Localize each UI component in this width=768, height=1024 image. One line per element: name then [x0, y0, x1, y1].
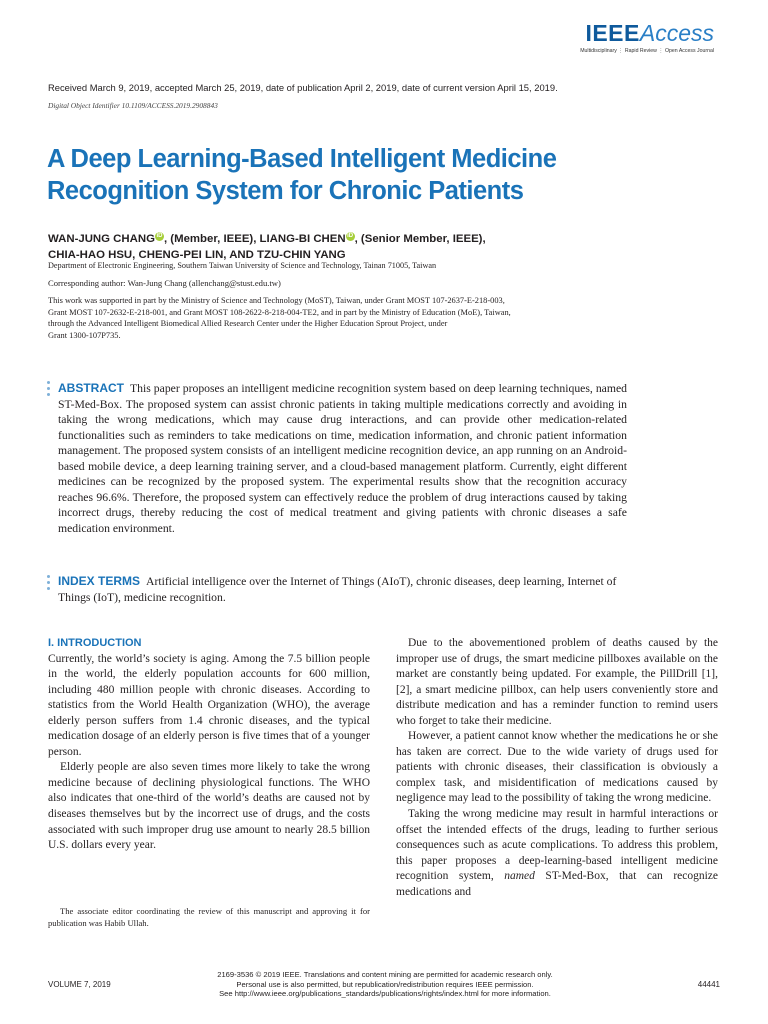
paragraph: Due to the abovementioned problem of deaths caused by the improper use of drugs, the smart medicine pillboxes available on the market are constantly being updated. For example, the PillDrill [1], [2], a smart medicine pillbox, can help users conveniently store and distribute medication and has a reminder function to remind users who forget to take their medicine. — [396, 637, 718, 727]
italic-word: named — [504, 870, 535, 883]
author-affil-text: , (Member, IEEE), LIANG-BI CHEN — [163, 233, 346, 245]
funding-line: Grant MOST 107-2632-E-218-001, and Grant MOST 108-2622-8-218-004-TE2, and in part by the Ministry of Education (MoE), Taiwan, — [48, 307, 511, 317]
logo-ieee-text: IEEE — [585, 20, 640, 46]
left-column — [48, 636, 370, 854]
orcid-icon[interactable]: iD — [347, 233, 354, 240]
author-list — [48, 231, 698, 263]
abstract-label: ABSTRACT — [58, 381, 124, 395]
index-terms-marker-icon — [47, 575, 51, 593]
copyright-line: 2169-3536 © 2019 IEEE. Translations and content mining are permitted for academic research only. — [217, 970, 553, 979]
footnote-text: The associate editor coordinating the review of this manuscript and approving it for publication was Habib Ullah. — [48, 906, 370, 928]
received-dates: Received March 9, 2019, accepted March 25, 2019, date of publication April 2, 2019, date of current version April 15, 2019. — [48, 82, 558, 93]
title-line-1: A Deep Learning-Based Intelligent Medicine — [47, 145, 557, 173]
affiliation: Department of Electronic Engineering, Southern Taiwan University of Science and Technology, Tainan 71005, Taiwan — [48, 261, 437, 270]
paragraph-text: Taking the wrong medicine may result in harmful interactions or offset the intended effects of the drugs, leading to further serious consequences such as acute complications. To address this problem, this paper proposes a deep-learning-based intelligent medicine recognition system, — [396, 808, 718, 883]
author-name: WAN-JUNG CHANG — [48, 233, 155, 245]
paper-title — [47, 143, 667, 207]
funding-line: through the Advanced Intelligent Biomedical Allied Research Center under the Higher Education Sprout Project, under — [48, 319, 448, 328]
logo-access-text: Access — [639, 20, 714, 46]
orcid-icon[interactable]: iD — [156, 233, 163, 240]
paragraph — [396, 807, 718, 900]
section-heading-introduction: I. INTRODUCTION — [48, 637, 142, 649]
logo-tagline: Multidisciplinary ⋮ Rapid Review ⋮ Open Access Journal — [580, 48, 714, 54]
paragraph: Elderly people are also seven times more likely to take the wrong medicine because of declining physiological functions. The WHO also indicates that one-third of the world’s deaths are caused not by diseases themselves but by the incorrect use of drugs, and the costs associated with such improper drug use amount to nearly 28.5 billion U.S. dollars every year. — [48, 761, 370, 852]
abstract-text: This paper proposes an intelligent medicine recognition system based on deep learning techniques, named ST-Med-Box. The proposed system can assist chronic patients in taking multiple medications correctly and avoiding in taking the wrong medications, which may cause drug interactions, and can provide other medication-related functionalities such as reminders to take medications on time, medication information, and chronic patient information management. The proposed system consists of an intelligent medicine recognition device, an app running on an Android-based mobile device, a deep learning training server, and a cloud-based management platform. Currently, eight different medicines can be recognized by the proposed system. The experimental results show that the recognition accuracy reaches 96.6%. Therefore, the proposed system can effectively reduce the problem of drug interactions caused by taking incorrect drugs, thereby reducing the cost of medical treatment and giving patients with chronic diseases a safe medication environment. — [58, 382, 627, 535]
copyright-line: See http://www.ieee.org/publications_standards/publications/rights/index.html for more information. — [219, 989, 551, 999]
abstract — [58, 381, 627, 536]
page-number: 44441 — [697, 980, 720, 989]
abstract-marker-icon — [47, 381, 51, 399]
author-line-2: CHIA-HAO HSU, CHENG-PEI LIN, AND TZU-CHIN YANG — [48, 249, 346, 261]
author-line-1 — [48, 231, 698, 247]
title-line-2: Recognition System for Chronic Patients — [47, 177, 524, 205]
editor-footnote — [48, 906, 370, 929]
paragraph-text: ST-Med-Box, that can recognize medications and — [396, 870, 719, 898]
right-column — [396, 636, 718, 900]
index-terms — [58, 574, 627, 605]
copyright-line: Personal use is also permitted, but republication/redistribution requires IEEE permission. — [236, 979, 534, 989]
volume-label: VOLUME 7, 2019 — [48, 980, 111, 989]
corresponding-author: Corresponding author: Wan-Jung Chang (allenchang@stust.edu.tw) — [48, 278, 281, 288]
funding-line: This work was supported in part by the Ministry of Science and Technology (MoST), Taiwan, under Grant MOST 107-2637-E-218-003, — [48, 296, 505, 305]
paragraph: However, a patient cannot know whether the medications he or she has taken are correct. Due to the wide variety of drugs used for patients with chronic diseases, their classification is obviously a complex task, and misidentification of medications caused by negligence may lead to the possibility of taking the wrong medicine. — [396, 730, 718, 805]
journal-logo — [580, 20, 714, 54]
author-affil-text: , (Senior Member, IEEE), — [354, 233, 486, 245]
doi-line: Digital Object Identifier 10.1109/ACCESS.2019.2908843 — [48, 101, 218, 110]
index-terms-label: INDEX TERMS — [58, 574, 141, 588]
copyright-notice — [180, 970, 590, 999]
funding-statement — [48, 295, 628, 341]
paragraph: Currently, the world’s society is aging. Among the 7.5 billion people in the world, the elderly population accounts for 600 million, including 480 million people with chronic diseases. According to statistics from the World Health Organization (WHO), the average elderly person suffers from 1.4 chronic diseases, and the typical medication dosage of an elderly person is five times that of a younger person. — [48, 652, 370, 758]
index-terms-text: Artificial intelligence over the Internet of Things (AIoT), chronic diseases, deep learning, Internet of Things (IoT), medicine recognition. — [58, 575, 617, 604]
funding-line: Grant 1300-107P735. — [48, 330, 121, 340]
